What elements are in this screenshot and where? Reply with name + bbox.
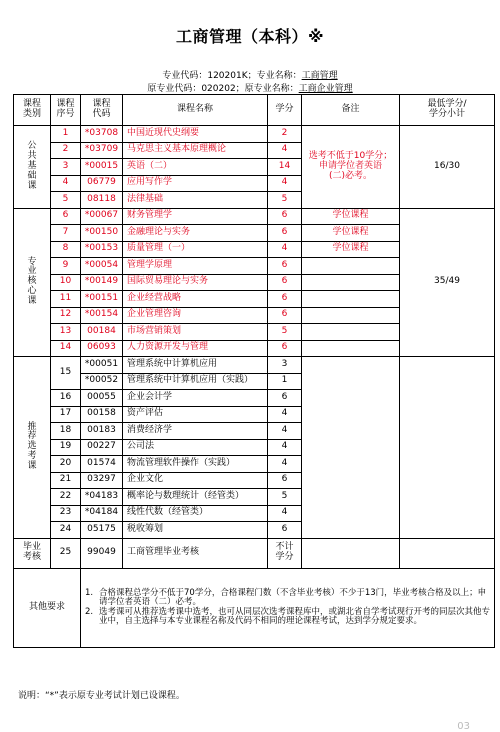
- cell-code: *03708: [81, 126, 123, 143]
- table-row: [14, 208, 495, 225]
- category-core: 专 业 核 心 课: [14, 208, 51, 357]
- cell-credit: 4: [268, 406, 302, 423]
- header-category: 课程 类别: [14, 95, 51, 126]
- header-name: 课程名称: [123, 95, 268, 126]
- cell-code: *04184: [81, 505, 123, 522]
- header-note: 备注: [302, 95, 400, 126]
- cell-credit: 6: [268, 340, 302, 357]
- table-row-graduation: [14, 538, 495, 568]
- category-elective: 推 荐 选 考 课: [14, 357, 51, 539]
- cell-credit: 3: [268, 357, 302, 374]
- cell-credit: 2: [268, 126, 302, 143]
- cell-credit: 5: [268, 192, 302, 209]
- cell-name: 消费经济学: [123, 423, 268, 440]
- cell-name: 管理系统中计算机应用: [123, 357, 268, 374]
- cell-seq: 6: [51, 208, 81, 225]
- cell-name: 国际贸易理论与实务: [123, 274, 268, 291]
- cell-seq: 1: [51, 126, 81, 143]
- cell-name: 马克思主义基本原理概论: [123, 142, 268, 159]
- cell-name: 物流管理软件操作（实践）: [123, 456, 268, 473]
- cell-credit: 4: [268, 142, 302, 159]
- table-row: [14, 126, 495, 143]
- header-credit: 学分: [268, 95, 302, 126]
- cell-name: 金融理论与实务: [123, 225, 268, 242]
- cell-code: *03709: [81, 142, 123, 159]
- cell-seq: 8: [51, 241, 81, 258]
- cell-seq: 20: [51, 456, 81, 473]
- cell-credit: 6: [268, 291, 302, 308]
- cell-name: 概率论与数理统计（经管类）: [123, 489, 268, 506]
- cell-credit: 4: [268, 241, 302, 258]
- cell-note: 学位课程: [302, 208, 400, 225]
- cell-note: [302, 291, 400, 308]
- cell-name: 税收筹划: [123, 522, 268, 539]
- course-table: [13, 94, 495, 648]
- cell-code: *00153: [81, 241, 123, 258]
- major-code-prefix: 专业代码：120201K；专业名称：: [162, 71, 302, 81]
- cell-seq: 24: [51, 522, 81, 539]
- cell-note: [302, 538, 400, 568]
- cell-code: 06779: [81, 175, 123, 192]
- cell-code: *00154: [81, 307, 123, 324]
- public-min-credit: 16/30: [400, 126, 495, 209]
- cell-name: 企业文化: [123, 472, 268, 489]
- cell-seq: 3: [51, 159, 81, 176]
- cell-code: *00151: [81, 291, 123, 308]
- cell-code: 00227: [81, 439, 123, 456]
- header-min: 最低学分/ 学分小计: [400, 95, 495, 126]
- cell-code: 00184: [81, 324, 123, 341]
- cell-name: 法律基础: [123, 192, 268, 209]
- requirement-item: 2. 选考课可从推荐选考课中选考，也可从同层次选考课程库中，或湖北省自学考试现行开考的同层次其他专业中，自主选择与本专业课程名称及代码不相同的理论课程考试，达到学分规定要求。: [85, 606, 491, 626]
- cell-name: 管理系统中计算机应用（实践）: [123, 373, 268, 390]
- cell-seq: 10: [51, 274, 81, 291]
- cell-credit: 14: [268, 159, 302, 176]
- cell-seq: 22: [51, 489, 81, 506]
- cell-seq: 17: [51, 406, 81, 423]
- cell-credit: 6: [268, 390, 302, 407]
- original-code-prefix: 原专业代码：020202；原专业名称：: [147, 84, 299, 94]
- cell-name: 企业经营战略: [123, 291, 268, 308]
- cell-seq: 25: [51, 538, 81, 568]
- elective-min: [400, 357, 495, 539]
- cell-code: *04183: [81, 489, 123, 506]
- cell-seq: 23: [51, 505, 81, 522]
- cell-seq: 5: [51, 192, 81, 209]
- cell-name: 公司法: [123, 439, 268, 456]
- cell-name: 企业管理咨询: [123, 307, 268, 324]
- cell-seq: 15: [51, 357, 81, 390]
- cell-credit: 4: [268, 423, 302, 440]
- cell-note: 学位课程: [302, 225, 400, 242]
- cell-credit: 4: [268, 175, 302, 192]
- cell-name: 线性代数（经管类）: [123, 505, 268, 522]
- cell-seq: 14: [51, 340, 81, 357]
- cell-name: 财务管理学: [123, 208, 268, 225]
- cell-note: [302, 258, 400, 275]
- cell-note: [302, 340, 400, 357]
- cell-seq: 11: [51, 291, 81, 308]
- major-code-line: [0, 68, 500, 81]
- cell-seq: 7: [51, 225, 81, 242]
- category-public: 公 共 基 础 课: [14, 126, 51, 209]
- cell-min: [400, 538, 495, 568]
- cell-code: *00054: [81, 258, 123, 275]
- public-note: 选考不低于10学分； 申请学位者英语 (二)必考。: [302, 126, 400, 209]
- cell-credit: 6: [268, 258, 302, 275]
- core-min-credit: 35/49: [400, 208, 495, 357]
- cell-note: [302, 274, 400, 291]
- cell-credit: 4: [268, 456, 302, 473]
- cell-seq: 21: [51, 472, 81, 489]
- cell-credit: 不计 学分: [268, 538, 302, 568]
- header-code: 课程 代码: [81, 95, 123, 126]
- cell-note: 学位课程: [302, 241, 400, 258]
- requirements-label: 其他要求: [14, 568, 81, 647]
- cell-name: 应用写作学: [123, 175, 268, 192]
- requirements-text: [81, 568, 495, 647]
- cell-name: 企业会计学: [123, 390, 268, 407]
- cell-name: 中国近现代史纲要: [123, 126, 268, 143]
- cell-code: 01574: [81, 456, 123, 473]
- original-major-name: 工商企业管理: [298, 84, 353, 94]
- cell-seq: 2: [51, 142, 81, 159]
- cell-credit: 6: [268, 472, 302, 489]
- cell-name: 质量管理（一）: [123, 241, 268, 258]
- category-graduation: 毕业 考核: [14, 538, 51, 568]
- page-number: 03: [457, 721, 470, 732]
- major-name: 工商管理: [301, 71, 338, 81]
- original-major-line: [0, 81, 500, 94]
- cell-code: 99049: [81, 538, 123, 568]
- cell-code: *00150: [81, 225, 123, 242]
- cell-code: *00149: [81, 274, 123, 291]
- cell-credit: 6: [268, 225, 302, 242]
- elective-note: [302, 357, 400, 539]
- header-seq: 课程 序号: [51, 95, 81, 126]
- cell-note: [302, 307, 400, 324]
- cell-credit: 1: [268, 373, 302, 390]
- cell-code: 06093: [81, 340, 123, 357]
- cell-seq: 19: [51, 439, 81, 456]
- cell-code: 05175: [81, 522, 123, 539]
- cell-name: 管理学原理: [123, 258, 268, 275]
- cell-name: 市场营销策划: [123, 324, 268, 341]
- cell-credit: 4: [268, 439, 302, 456]
- cell-code: 00055: [81, 390, 123, 407]
- cell-name: 工商管理毕业考核: [123, 538, 268, 568]
- cell-code: 00158: [81, 406, 123, 423]
- cell-credit: 4: [268, 505, 302, 522]
- cell-code: 03297: [81, 472, 123, 489]
- cell-seq: 4: [51, 175, 81, 192]
- footnote: 说明：“*”表示原专业考试计划已设课程。: [18, 691, 185, 701]
- cell-name: 英语（二）: [123, 159, 268, 176]
- table-header-row: [14, 95, 495, 126]
- cell-seq: 16: [51, 390, 81, 407]
- cell-credit: 6: [268, 522, 302, 539]
- cell-code: *00051: [81, 357, 123, 374]
- cell-code: 08118: [81, 192, 123, 209]
- page-title: 工商管理（本科）※: [175, 27, 325, 46]
- cell-name: 人力资源开发与管理: [123, 340, 268, 357]
- cell-name: 资产评估: [123, 406, 268, 423]
- requirement-item: 1. 合格课程总学分不低于70学分，合格课程门数（不含毕业考核）不少于13门，毕业考核合格及以上；申请学位者英语（二）必考。: [85, 587, 487, 608]
- cell-credit: 5: [268, 489, 302, 506]
- cell-seq: 13: [51, 324, 81, 341]
- cell-seq: 18: [51, 423, 81, 440]
- cell-code: *00015: [81, 159, 123, 176]
- cell-note: [302, 324, 400, 341]
- cell-credit: 6: [268, 274, 302, 291]
- requirements-row: [14, 568, 495, 647]
- table-row: [14, 357, 495, 374]
- cell-credit: 6: [268, 208, 302, 225]
- cell-credit: 6: [268, 307, 302, 324]
- cell-seq: 12: [51, 307, 81, 324]
- cell-credit: 5: [268, 324, 302, 341]
- cell-seq: 9: [51, 258, 81, 275]
- cell-code: *00052: [81, 373, 123, 390]
- cell-code: 00183: [81, 423, 123, 440]
- cell-code: *00067: [81, 208, 123, 225]
